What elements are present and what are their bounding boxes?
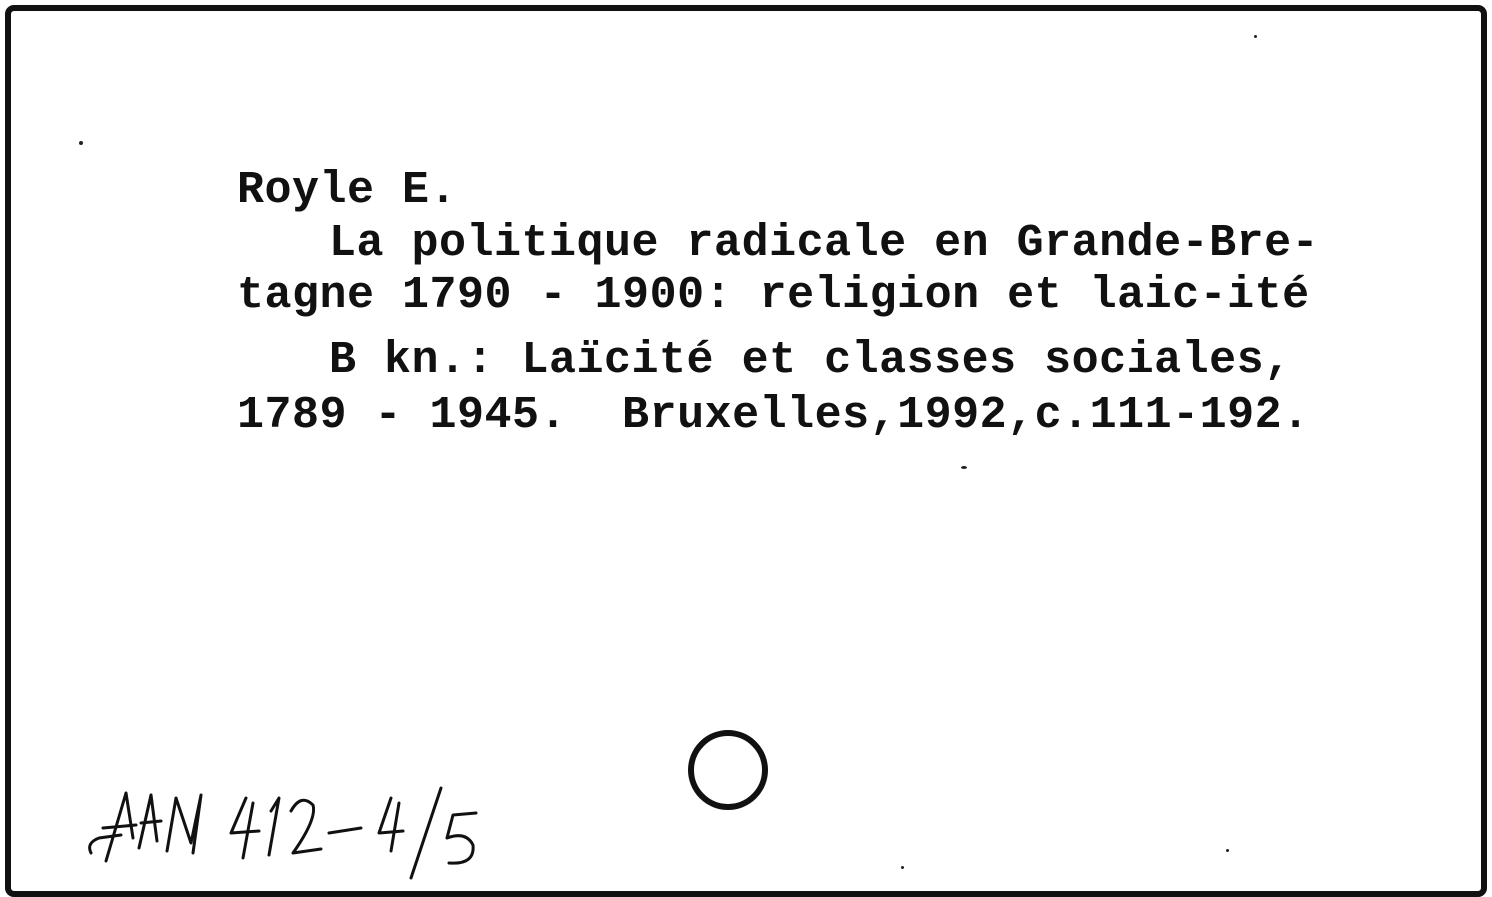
handwritten-shelf-mark xyxy=(81,783,521,883)
title-line-1: La politique radicale en Grande-Bre- xyxy=(329,218,1320,269)
scan-speck xyxy=(79,141,83,145)
author-line: Royle E. xyxy=(237,165,458,216)
punch-hole xyxy=(688,730,768,810)
title-line-2: tagne 1790 - 1900: religion et laic-ité xyxy=(237,270,1310,321)
scan-speck xyxy=(1226,849,1229,852)
catalog-card xyxy=(5,5,1487,897)
scan-speck xyxy=(961,466,967,469)
scan-speck xyxy=(1254,35,1257,38)
source-line-2: 1789 - 1945. Bruxelles,1992,c.111-192. xyxy=(237,390,1310,441)
scan-speck xyxy=(901,866,904,869)
source-line-1: B kn.: Laïcité et classes sociales, xyxy=(329,335,1292,386)
